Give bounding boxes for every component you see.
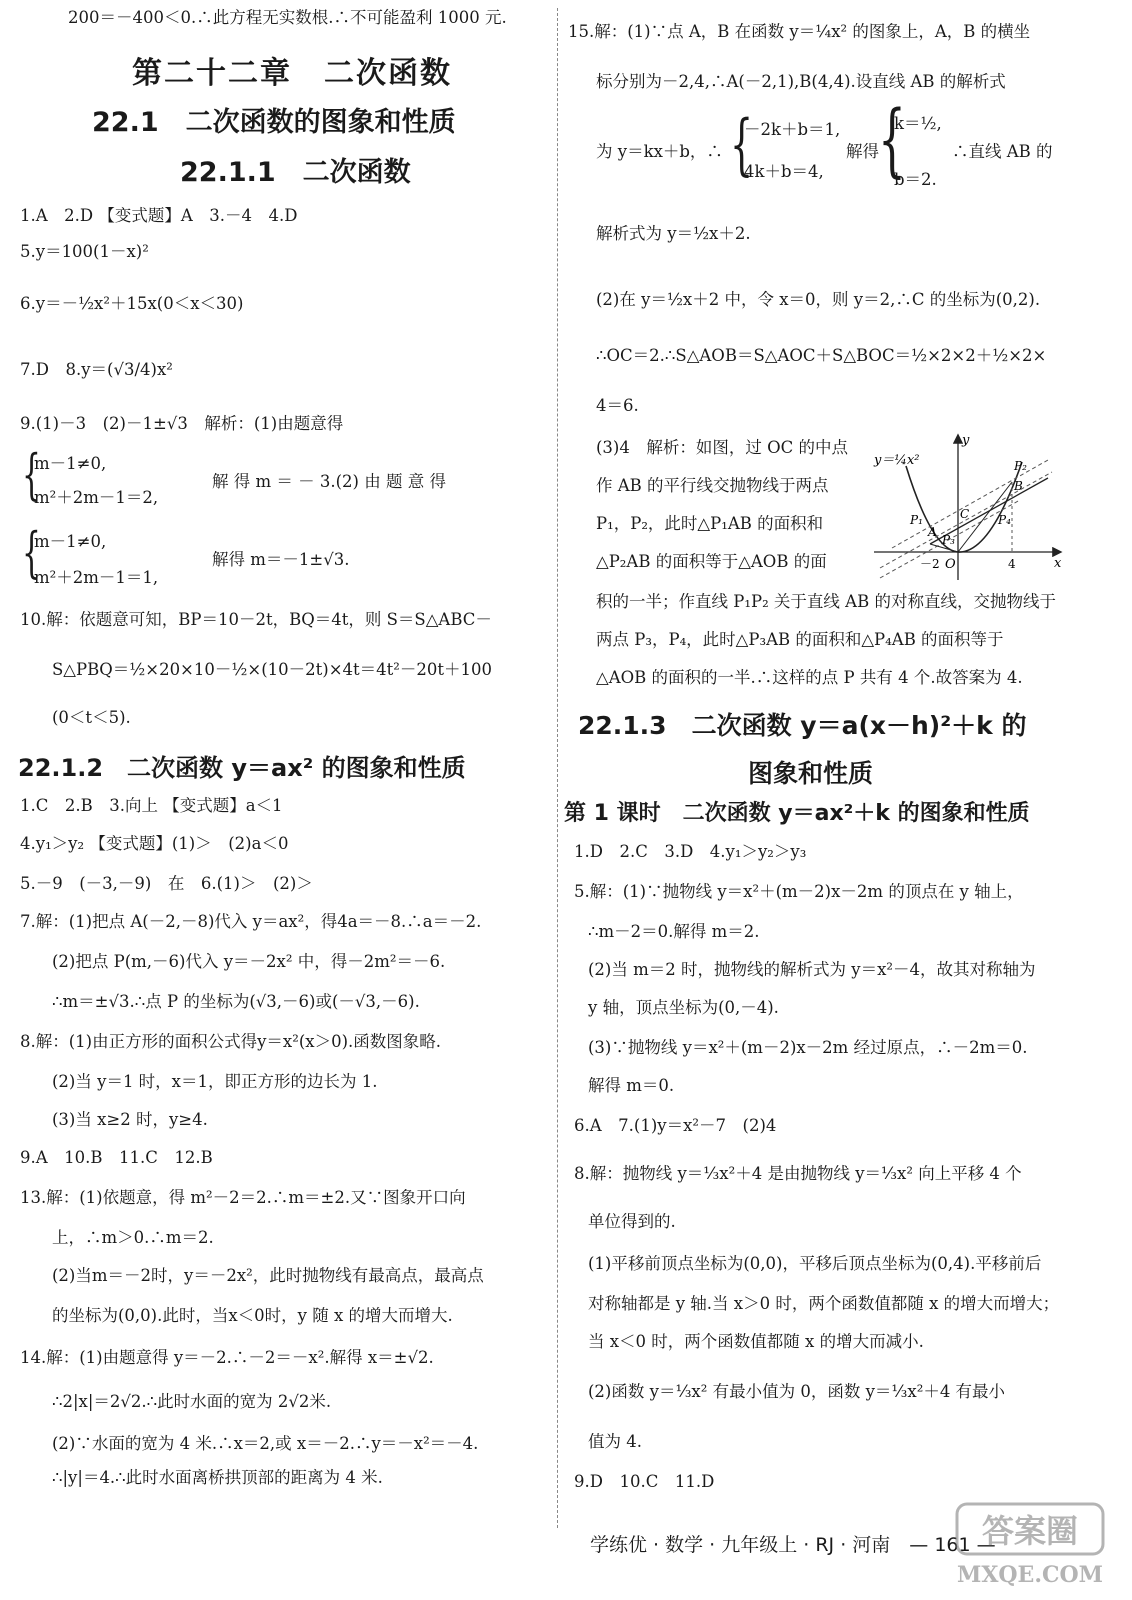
answer-line: (2)在 y＝½x＋2 中，令 x＝0，则 y＝2,∴C 的坐标为(0,2). xyxy=(596,290,1041,309)
parabola-figure xyxy=(870,432,1066,582)
answer-line: ∴m－2＝0.解得 m＝2. xyxy=(588,922,760,941)
answer-line: (0＜t＜5). xyxy=(52,708,131,727)
y-axis-label: y xyxy=(962,433,970,448)
answer-line: 9.D 10.C 11.D xyxy=(574,1472,715,1491)
equation-line: m²＋2m－1＝1, xyxy=(34,568,159,587)
answer-line: 单位得到的. xyxy=(588,1212,676,1231)
lesson-title: 第 1 课时 二次函数 y＝ax²＋k 的图象和性质 xyxy=(564,801,1030,826)
answer-line: 15.解：(1)∵点 A，B 在函数 y＝¼x² 的图象上，A，B 的横坐 xyxy=(568,22,1031,41)
equation-line: m－1≠0, xyxy=(34,532,107,551)
section-title-22-1: 22.1 二次函数的图象和性质 xyxy=(92,107,456,138)
answer-line: 4.y₁＞y₂ 【变式题】(1)＞ (2)a＜0 xyxy=(20,834,289,853)
answer-line: 上，∴m＞0.∴m＝2. xyxy=(52,1228,214,1247)
chapter-title: 第二十二章 二次函数 xyxy=(132,56,452,91)
answer-line: 解得 m＝0. xyxy=(588,1076,675,1095)
point-p1-label: P₁ xyxy=(910,513,923,527)
section-title-22-1-2: 22.1.2 二次函数 y＝ax² 的图象和性质 xyxy=(18,754,466,782)
x-axis-label: x xyxy=(1054,556,1062,571)
equation-line: －2k＋b＝1, xyxy=(744,120,841,139)
equation-brace: { xyxy=(22,443,41,506)
answer-line: 6.y＝－½x²＋15x(0＜x＜30) xyxy=(20,294,244,313)
answer-line: ∴m＝±√3.∴点 P 的坐标为(√3,－6)或(－√3,－6). xyxy=(52,992,420,1011)
answer-line: △AOB 的面积的一半.∴这样的点 P 共有 4 个.故答案为 4. xyxy=(596,668,1023,687)
answer-line: (2)函数 y＝⅓x² 有最小值为 0，函数 y＝⅓x²＋4 有最小 xyxy=(588,1382,1006,1401)
equation-line: m²＋2m－1＝2, xyxy=(34,488,159,507)
answer-line: 作 AB 的平行线交抛物线于两点 xyxy=(596,476,829,495)
answer-line: (2)把点 P(m,－6)代入 y＝－2x² 中，得－2m²＝－6. xyxy=(52,952,446,971)
answer-line: ∴OC＝2.∴S△AOB＝S△AOC＋S△BOC＝½×2×2＋½×2× xyxy=(596,346,1047,365)
answer-line: 4＝6. xyxy=(596,396,639,415)
answer-line: 10.解：依题意可知，BP＝10－2t，BQ＝4t，则 S＝S△ABC－ xyxy=(20,610,492,629)
answer-line: 1.D 2.C 3.D 4.y₁＞y₂＞y₃ xyxy=(574,842,807,861)
page-footer: 学练优 · 数学 · 九年级上 · RJ · 河南 — 161 — xyxy=(590,1534,996,1556)
answer-line: 6.A 7.(1)y＝x²－7 (2)4 xyxy=(574,1116,777,1135)
parallel-line-2 xyxy=(892,460,1048,548)
answer-line: 13.解：(1)依题意，得 m²－2＝2.∴m＝±2.又∵图象开口向 xyxy=(20,1188,466,1207)
point-p4-label: P₄ xyxy=(998,513,1011,527)
watermark-text-top: 答案圈 xyxy=(981,1512,1079,1550)
point-a-label: A xyxy=(928,525,937,539)
answer-line: (3)∵抛物线 y＝x²＋(m－2)x－2m 经过原点，∴－2m＝0. xyxy=(588,1038,1028,1057)
answer-line: 标分别为－2,4,∴A(－2,1),B(4,4).设直线 AB 的解析式 xyxy=(596,72,1006,91)
equation-line: b＝2. xyxy=(894,170,937,189)
text-line: 200＝－400＜0.∴此方程无实数根.∴不可能盈利 1000 元. xyxy=(68,8,507,27)
watermark-logo xyxy=(955,1500,1105,1590)
answer-line: 解得 m＝－1±√3. xyxy=(212,550,350,569)
answer-line: (2)∵水面的宽为 4 米.∴x＝2,或 x＝－2.∴y＝－x²＝－4. xyxy=(52,1434,479,1453)
answer-line: ∴直线 AB 的 xyxy=(952,142,1053,161)
equation-brace: { xyxy=(730,106,754,183)
answer-line: ∴2|x|＝2√2.∴此时水面的宽为 2√2米. xyxy=(52,1392,332,1411)
answer-line: 对称轴都是 y 轴.当 x＞0 时，两个函数值都随 x 的增大而增大； xyxy=(588,1294,1060,1313)
answer-line: 解 得 m ＝ － 3.(2) 由 题 意 得 xyxy=(212,472,446,491)
answer-line: (3)当 x≥2 时，y≥4. xyxy=(52,1110,208,1129)
answer-line: △P₂AB 的面积等于△AOB 的面 xyxy=(596,552,827,571)
answer-line: 解析式为 y＝½x＋2. xyxy=(596,224,751,243)
section-title-22-1-3: 22.1.3 二次函数 y＝a(x－h)²＋k 的 xyxy=(578,711,1027,740)
answer-line: y 轴，顶点坐标为(0,－4). xyxy=(588,998,779,1017)
answer-line: (1)平移前顶点坐标为(0,0)，平移后顶点坐标为(0,4).平移前后 xyxy=(588,1254,1042,1273)
equation-line: k＝½, xyxy=(894,114,942,133)
answer-line: 8.解：(1)由正方形的面积公式得y＝x²(x＞0).函数图象略. xyxy=(20,1032,442,1051)
answer-line: 1.A 2.D 【变式题】A 3.－4 4.D xyxy=(20,206,298,225)
answer-line: (2)当 m＝2 时，抛物线的解析式为 y＝x²－4，故其对称轴为 xyxy=(588,960,1036,979)
answer-line: (2)当 y＝1 时，x＝1，即正方形的边长为 1. xyxy=(52,1072,378,1091)
answer-line: 9.A 10.B 11.C 12.B xyxy=(20,1148,213,1167)
answer-line: ∴|y|＝4.∴此时水面离桥拱顶部的距离为 4 米. xyxy=(52,1468,383,1487)
answer-line: (2)当m＝－2时，y＝－2x²，此时抛物线有最高点，最高点 xyxy=(52,1266,484,1285)
answer-line: 5.－9 (－3,－9) 在 6.(1)＞ (2)＞ xyxy=(20,874,313,893)
answer-line: 9.(1)－3 (2)－1±√3 解析：(1)由题意得 xyxy=(20,414,344,433)
curve-label: y＝¼x² xyxy=(874,453,920,468)
answer-line: 的坐标为(0,0).此时，当x＜0时，y 随 x 的增大而增大. xyxy=(52,1306,453,1325)
answer-line: 14.解：(1)由题意得 y＝－2.∴－2＝－x².解得 x＝±√2. xyxy=(20,1348,434,1367)
answer-line: 解得 xyxy=(846,142,879,161)
column-divider xyxy=(557,8,559,1528)
answer-line: 为 y＝kx＋b，∴ xyxy=(596,142,723,161)
answer-line: (3)4 解析：如图，过 OC 的中点 xyxy=(596,438,849,457)
point-c-label: C xyxy=(960,507,970,521)
point-b-label: B xyxy=(1014,479,1023,493)
answer-line: 8.解：抛物线 y＝⅓x²＋4 是由抛物线 y＝⅓x² 向上平移 4 个 xyxy=(574,1164,1022,1183)
answer-line: 两点 P₃，P₄，此时△P₃AB 的面积和△P₄AB 的面积等于 xyxy=(596,630,1004,649)
equation-line: 4k＋b＝4, xyxy=(744,162,824,181)
answer-line: 5.解：(1)∵抛物线 y＝x²＋(m－2)x－2m 的顶点在 y 轴上， xyxy=(574,882,1024,901)
answer-line: 7.解：(1)把点 A(－2,－8)代入 y＝ax²，得4a＝－8.∴a＝－2. xyxy=(20,912,482,931)
answer-line: S△PBQ＝½×20×10－½×(10－2t)×4t＝4t²－20t＋100 xyxy=(52,660,493,679)
answer-line: 5.y＝100(1－x)² xyxy=(20,242,149,261)
answer-line: 积的一半；作直线 P₁P₂ 关于直线 AB 的对称直线，交抛物线于 xyxy=(596,592,1056,611)
origin-label: O xyxy=(945,557,956,572)
section-title-22-1-3-cont: 图象和性质 xyxy=(748,759,874,788)
answer-line: 当 x＜0 时，两个函数值都随 x 的增大而减小. xyxy=(588,1332,924,1351)
watermark-text-bottom: MXQE.COM xyxy=(956,1562,1104,1588)
tick-label-4: 4 xyxy=(1008,557,1016,571)
equation-line: m－1≠0, xyxy=(34,454,107,473)
point-p3-label: P₃ xyxy=(942,533,955,547)
equation-brace: { xyxy=(878,93,906,186)
answer-line: 7.D 8.y＝(√3/4)x² xyxy=(20,360,173,379)
answer-line: 值为 4. xyxy=(588,1432,642,1451)
answer-line: P₁，P₂，此时△P₁AB 的面积和 xyxy=(596,514,824,533)
tick-label-neg2: －2 xyxy=(920,557,940,571)
section-title-22-1-1: 22.1.1 二次函数 xyxy=(180,157,411,188)
answer-line: 1.C 2.B 3.向上 【变式题】a＜1 xyxy=(20,796,283,815)
point-p2-label: P₂ xyxy=(1014,459,1027,473)
equation-brace: { xyxy=(22,521,41,584)
